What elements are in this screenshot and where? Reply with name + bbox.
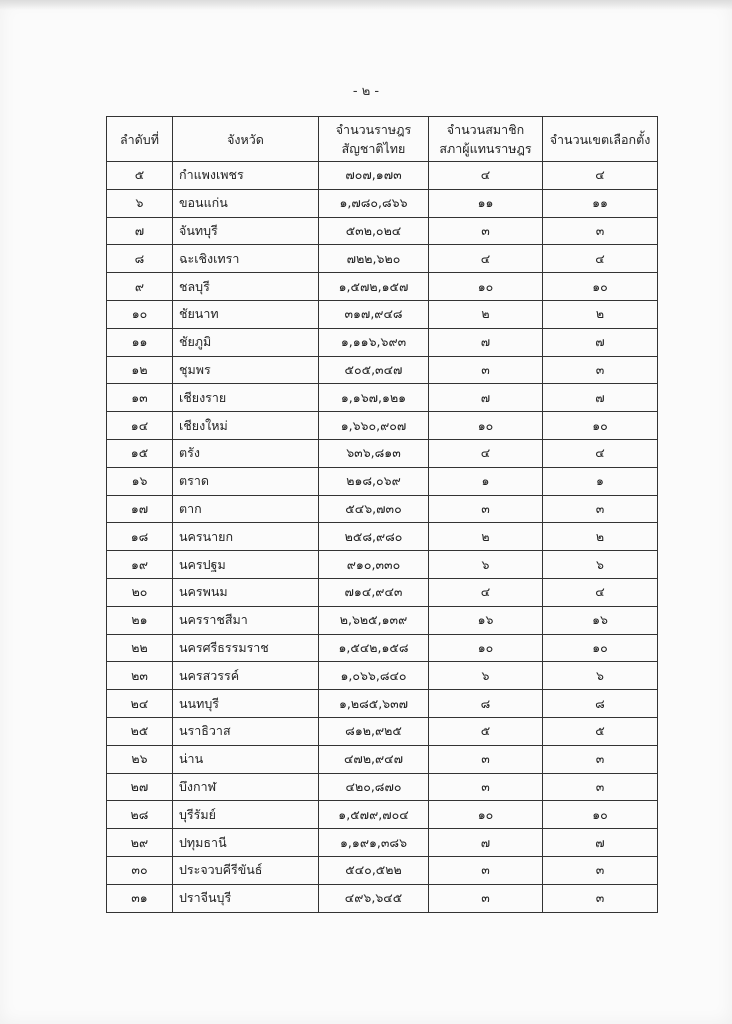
cell-order: ๖: [107, 189, 173, 217]
table-row: [107, 578, 658, 606]
cell-districts: ๒: [543, 523, 658, 551]
cell-province: นนทบุรี: [173, 690, 319, 718]
cell-districts: ๓: [543, 856, 658, 884]
cell-province: ตราด: [173, 467, 319, 495]
cell-order: ๑๔: [107, 412, 173, 440]
cell-districts: ๔: [543, 439, 658, 467]
cell-province: ชลบุรี: [173, 273, 319, 301]
table-row: [107, 356, 658, 384]
table-row: [107, 273, 658, 301]
cell-districts: ๘: [543, 690, 658, 718]
cell-province: นราธิวาส: [173, 717, 319, 745]
header-members-line2: สภาผู้แทนราษฎร: [439, 141, 532, 156]
cell-order: ๒๔: [107, 690, 173, 718]
cell-order: ๑๕: [107, 439, 173, 467]
table-row: [107, 551, 658, 579]
cell-population: ๕๔๖,๗๓๐: [319, 495, 429, 523]
cell-districts: ๓: [543, 773, 658, 801]
cell-members: ๓: [429, 356, 543, 384]
cell-districts: ๖: [543, 662, 658, 690]
cell-population: ๕๓๒,๐๒๔: [319, 217, 429, 245]
cell-members: ๔: [429, 578, 543, 606]
cell-members: ๒: [429, 300, 543, 328]
cell-members: ๒: [429, 523, 543, 551]
table-row: [107, 662, 658, 690]
cell-population: ๗๐๗,๑๗๓: [319, 162, 429, 190]
cell-members: ๔: [429, 162, 543, 190]
cell-province: ปราจีนบุรี: [173, 884, 319, 912]
cell-order: ๗: [107, 217, 173, 245]
cell-order: ๑๐: [107, 300, 173, 328]
cell-members: ๕: [429, 717, 543, 745]
cell-population: ๑,๕๗๒,๑๕๗: [319, 273, 429, 301]
cell-province: ประจวบคีรีขันธ์: [173, 856, 319, 884]
cell-province: บึงกาฬ: [173, 773, 319, 801]
cell-districts: ๑๐: [543, 412, 658, 440]
table-row: [107, 801, 658, 829]
cell-order: ๑๘: [107, 523, 173, 551]
table-row: [107, 495, 658, 523]
header-population-line1: จำนวนราษฎร: [335, 122, 412, 137]
table-header-row: [107, 117, 658, 162]
cell-districts: ๑๖: [543, 606, 658, 634]
cell-province: นครราชสีมา: [173, 606, 319, 634]
table-row: [107, 162, 658, 190]
cell-population: ๒๕๘,๙๘๐: [319, 523, 429, 551]
table-row: [107, 884, 658, 912]
cell-population: ๒๑๘,๐๖๙: [319, 467, 429, 495]
table-row: [107, 856, 658, 884]
province-table: [106, 116, 658, 913]
cell-districts: ๑๑: [543, 189, 658, 217]
page-number: - ๒ -: [352, 84, 380, 99]
cell-order: ๓๐: [107, 856, 173, 884]
table-row: [107, 328, 658, 356]
cell-province: ฉะเชิงเทรา: [173, 245, 319, 273]
cell-members: ๑๐: [429, 412, 543, 440]
cell-province: จันทบุรี: [173, 217, 319, 245]
header-population-line2: สัญชาติไทย: [341, 141, 406, 156]
cell-order: ๒๓: [107, 662, 173, 690]
cell-members: ๑๖: [429, 606, 543, 634]
cell-districts: ๗: [543, 328, 658, 356]
cell-population: ๘๑๒,๙๒๕: [319, 717, 429, 745]
cell-order: ๑๙: [107, 551, 173, 579]
cell-population: ๑,๗๘๐,๘๖๖: [319, 189, 429, 217]
table-body: [107, 162, 658, 913]
cell-members: ๗: [429, 384, 543, 412]
table-row: [107, 606, 658, 634]
cell-order: ๒๑: [107, 606, 173, 634]
cell-order: ๒๘: [107, 801, 173, 829]
cell-order: ๘: [107, 245, 173, 273]
cell-population: ๒,๖๒๕,๑๓๙: [319, 606, 429, 634]
cell-population: ๑,๕๔๒,๑๕๘: [319, 634, 429, 662]
cell-districts: ๑: [543, 467, 658, 495]
cell-province: น่าน: [173, 745, 319, 773]
cell-members: ๓: [429, 745, 543, 773]
cell-members: ๗: [429, 328, 543, 356]
cell-population: ๑,๐๖๖,๘๔๐: [319, 662, 429, 690]
cell-province: นครนายก: [173, 523, 319, 551]
table-row: [107, 523, 658, 551]
cell-districts: ๑๐: [543, 801, 658, 829]
cell-order: ๑๖: [107, 467, 173, 495]
page-edge-shadow: [0, 0, 732, 10]
cell-districts: ๓: [543, 884, 658, 912]
cell-members: ๓: [429, 856, 543, 884]
cell-population: ๔๙๖,๖๔๕: [319, 884, 429, 912]
cell-population: ๑,๕๗๙,๗๐๔: [319, 801, 429, 829]
cell-population: ๓๑๗,๙๔๘: [319, 300, 429, 328]
cell-population: ๔๗๒,๙๔๗: [319, 745, 429, 773]
cell-members: ๑: [429, 467, 543, 495]
header-population: [319, 117, 429, 162]
cell-order: ๒๙: [107, 829, 173, 857]
cell-population: ๑,๒๘๕,๖๓๗: [319, 690, 429, 718]
table-row: [107, 773, 658, 801]
cell-population: ๖๓๖,๘๑๓: [319, 439, 429, 467]
cell-districts: ๑๐: [543, 273, 658, 301]
cell-districts: ๓: [543, 217, 658, 245]
cell-members: ๓: [429, 495, 543, 523]
cell-province: ชัยภูมิ: [173, 328, 319, 356]
header-districts: จำนวนเขตเลือกตั้ง: [543, 117, 658, 162]
cell-province: เชียงใหม่: [173, 412, 319, 440]
table-row: [107, 300, 658, 328]
table-row: [107, 245, 658, 273]
cell-population: ๑,๑๑๖,๖๙๓: [319, 328, 429, 356]
cell-order: ๕: [107, 162, 173, 190]
cell-members: ๑๐: [429, 634, 543, 662]
cell-members: ๖: [429, 662, 543, 690]
cell-province: ตาก: [173, 495, 319, 523]
cell-population: ๗๒๒,๖๒๐: [319, 245, 429, 273]
cell-order: ๒๖: [107, 745, 173, 773]
cell-members: ๓: [429, 217, 543, 245]
table-row: [107, 634, 658, 662]
table-row: [107, 745, 658, 773]
cell-districts: ๖: [543, 551, 658, 579]
cell-province: เชียงราย: [173, 384, 319, 412]
table-row: [107, 829, 658, 857]
header-members-line1: จำนวนสมาชิก: [446, 122, 525, 137]
cell-population: ๕๔๐,๕๒๒: [319, 856, 429, 884]
cell-province: นครศรีธรรมราช: [173, 634, 319, 662]
header-order: ลำดับที่: [107, 117, 173, 162]
cell-order: ๒๐: [107, 578, 173, 606]
cell-order: ๒๕: [107, 717, 173, 745]
table-row: [107, 717, 658, 745]
cell-districts: ๒: [543, 300, 658, 328]
cell-order: ๑๗: [107, 495, 173, 523]
cell-districts: ๔: [543, 578, 658, 606]
table-row: [107, 384, 658, 412]
cell-districts: ๔: [543, 245, 658, 273]
cell-members: ๔: [429, 439, 543, 467]
table-row: [107, 439, 658, 467]
cell-population: ๑,๑๖๗,๑๒๑: [319, 384, 429, 412]
cell-members: ๑๐: [429, 801, 543, 829]
cell-members: ๔: [429, 245, 543, 273]
cell-population: ๔๒๐,๘๗๐: [319, 773, 429, 801]
cell-members: ๘: [429, 690, 543, 718]
cell-order: ๓๑: [107, 884, 173, 912]
cell-districts: ๗: [543, 829, 658, 857]
header-members: [429, 117, 543, 162]
cell-members: ๓: [429, 884, 543, 912]
cell-population: ๕๐๕,๓๔๗: [319, 356, 429, 384]
cell-members: ๑๑: [429, 189, 543, 217]
cell-members: ๖: [429, 551, 543, 579]
cell-province: นครปฐม: [173, 551, 319, 579]
cell-order: ๑๒: [107, 356, 173, 384]
cell-order: ๑๓: [107, 384, 173, 412]
table-row: [107, 412, 658, 440]
cell-population: ๙๑๐,๓๓๐: [319, 551, 429, 579]
cell-districts: ๓: [543, 745, 658, 773]
cell-population: ๗๑๔,๙๔๓: [319, 578, 429, 606]
cell-districts: ๑๐: [543, 634, 658, 662]
cell-districts: ๓: [543, 356, 658, 384]
cell-province: ชุมพร: [173, 356, 319, 384]
table-row: [107, 467, 658, 495]
cell-districts: ๔: [543, 162, 658, 190]
cell-order: ๑๑: [107, 328, 173, 356]
cell-districts: ๓: [543, 495, 658, 523]
cell-province: ขอนแก่น: [173, 189, 319, 217]
table-row: [107, 690, 658, 718]
cell-members: ๓: [429, 773, 543, 801]
cell-province: กำแพงเพชร: [173, 162, 319, 190]
cell-population: ๑,๖๖๐,๙๐๗: [319, 412, 429, 440]
cell-order: ๒๒: [107, 634, 173, 662]
table-row: [107, 189, 658, 217]
cell-districts: ๗: [543, 384, 658, 412]
cell-members: ๗: [429, 829, 543, 857]
cell-districts: ๕: [543, 717, 658, 745]
cell-province: นครพนม: [173, 578, 319, 606]
header-province: จังหวัด: [173, 117, 319, 162]
cell-province: ชัยนาท: [173, 300, 319, 328]
cell-province: นครสวรรค์: [173, 662, 319, 690]
cell-province: ตรัง: [173, 439, 319, 467]
cell-province: บุรีรัมย์: [173, 801, 319, 829]
cell-population: ๑,๑๙๑,๓๘๖: [319, 829, 429, 857]
cell-members: ๑๐: [429, 273, 543, 301]
cell-order: ๙: [107, 273, 173, 301]
table-row: [107, 217, 658, 245]
cell-province: ปทุมธานี: [173, 829, 319, 857]
cell-order: ๒๗: [107, 773, 173, 801]
